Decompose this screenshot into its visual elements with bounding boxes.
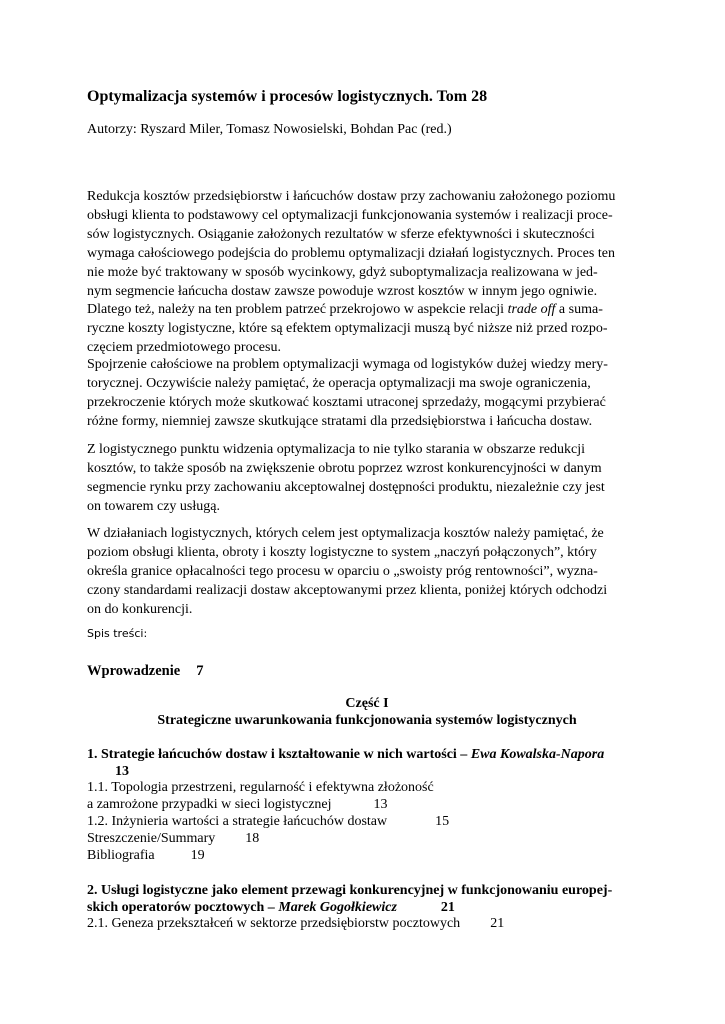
chapter-1-title: 1. Strategie łańcuchów dostaw i kształtowanie w nich wartości – — [87, 747, 471, 762]
paragraph-3 — [87, 441, 647, 517]
chapter-1-page: 13 — [115, 764, 129, 779]
toc-entry-2-1 — [87, 916, 504, 932]
paragraph-4 — [87, 525, 647, 620]
toc-entry-page: 15 — [435, 814, 450, 829]
paragraph-line: różne formy, niemniej zawsze skutkujące stratami dla przedsiębiorstwa i łańcucha dostaw. — [87, 413, 593, 429]
paragraph-line: Z logistycznego punktu widzenia optymalizacja to nie tylko starania w obszarze redukcji — [87, 442, 585, 457]
document-title: Optymalizacja systemów i procesów logistycznych. Tom 28 — [87, 88, 488, 105]
toc-entry-page: 13 — [373, 797, 388, 812]
paragraph-line: Spojrzenie całościowe na problem optymalizacji wymaga od logistyków dużej wiedzy mery- — [87, 357, 608, 372]
paragraph-line: poziom obsługi klienta, obroty i koszty logistyczne to system „naczyń połączonych”, który — [87, 544, 597, 560]
paragraph-line: nie może być traktowany w sposób wycinkowy, gdyż suboptymalizacja realizowana w jed- — [87, 264, 598, 280]
paragraph-line: wymaga całościowego podejścia do problemu optymalizacji działań logistycznych. Proces ten — [87, 245, 615, 261]
toc-label: Spis treści: — [87, 627, 148, 640]
paragraph-line: on towarem czy usługą. — [87, 498, 220, 514]
toc-entry-label: Streszczenie/Summary — [87, 831, 216, 846]
paragraph-line: on do konkurencji. — [87, 601, 193, 617]
toc-intro-label: Wprowadzenie — [87, 663, 181, 679]
paragraph-2 — [87, 356, 647, 432]
toc-entry-label: 2.1. Geneza przekształceń w sektorze przedsiębiorstw pocztowych — [87, 916, 461, 931]
toc-entry-1-1-cont — [87, 797, 388, 813]
paragraph-line: segmencie rynku przy zachowaniu akceptowalnej dostępności produktu, niezależnie czy jest — [87, 479, 605, 495]
toc-entry-label: Bibliografia — [87, 848, 155, 863]
toc-entry-label: a zamrożone przypadki w sieci logistycznej — [87, 797, 332, 812]
toc-entry-page: 18 — [245, 831, 260, 846]
toc-entry-label: 1.2. Inżynieria wartości a strategie łańcuchów dostaw — [87, 814, 388, 829]
paragraph-line: czony standardami realizacji dostaw akceptowanymi przez klienta, poniżej których odchodzi — [87, 582, 608, 598]
chapter-2-page: 21 — [440, 900, 455, 915]
document-authors: Autorzy: Ryszard Miler, Tomasz Nowosielski, Bohdan Pac (red.) — [87, 122, 452, 137]
paragraph-line: torycznej. Oczywiście należy pamiętać, że operacja optymalizacji ma swoje ograniczenia, — [87, 375, 591, 391]
paragraph-line-end: a suma- — [555, 302, 603, 318]
toc-entry-1-1: 1.1. Topologia przestrzeni, regularność i efektywna złożoność — [87, 780, 434, 795]
paragraph-line: Redukcja kosztów przedsiębiorstw i łańcuchów dostaw przy zachowaniu założonego poziomu — [87, 189, 616, 204]
chapter-2-title: skich operatorów pocztowych – — [87, 900, 279, 915]
chapter-1-heading — [87, 746, 647, 780]
paragraph-line: częciem przedmiotowego procesu. — [87, 340, 281, 356]
toc-entry-bibliography — [87, 848, 205, 864]
chapter-1-title-line — [87, 746, 647, 763]
paragraph-line: przekroczenie których może skutkować kosztami utraconej sprzedaży, mogącymi przybierać — [87, 394, 606, 410]
chapter-2-title-line-1: 2. Usługi logistyczne jako element przewagi konkurencyjnej w funkcjonowaniu europej- — [87, 883, 613, 898]
paragraph-line: nym segmencie łańcucha dostaw zawsze powoduje wzrost kosztów w innym jego ogniwie. — [87, 283, 598, 299]
paragraph-line: obsługi klienta to podstawowy cel optymalizacji funkcjonowania systemów i realizacji proce- — [87, 207, 613, 223]
part-title: Strategiczne uwarunkowania funkcjonowania systemów logistycznych — [157, 713, 577, 728]
toc-entry-1-2 — [87, 814, 449, 830]
paragraph-1 — [87, 188, 647, 358]
toc-intro-page: 7 — [196, 663, 204, 679]
toc-entry-page: 21 — [490, 916, 505, 931]
paragraph-line: określa granice opłacalności tego procesu w oparciu o „swoisty próg rentowności”, wyzna- — [87, 563, 598, 579]
toc-intro — [87, 663, 203, 680]
toc-entry-summary — [87, 831, 259, 847]
part-number: Część I — [345, 696, 389, 711]
chapter-1-author: Ewa Kowalska-Napora — [470, 747, 605, 762]
paragraph-line-with-emphasis — [87, 301, 647, 320]
chapter-2-heading — [87, 882, 647, 916]
chapter-2-author: Marek Gogołkiewicz — [278, 900, 397, 915]
chapter-2-title-line-2 — [87, 899, 647, 916]
paragraph-line: sów logistycznych. Osiąganie założonych rezultatów w sferze efektywności i skuteczności — [87, 226, 595, 242]
paragraph-line: ryczne koszty logistyczne, które są efektem optymalizacji muszą być niższe niż przed rozpo- — [87, 321, 608, 337]
paragraph-line: kosztów, to także sposób na zwiększenie obrotu poprzez wzrost konkurencyjności w danym — [87, 460, 602, 476]
toc-entry-page: 19 — [190, 848, 205, 863]
paragraph-line-start: Dlatego też, należy na ten problem patrzeć przekrojowo w aspekcie relacji — [87, 302, 508, 318]
paragraph-line: W działaniach logistycznych, których celem jest optymalizacja kosztów należy pamiętać, że — [87, 526, 604, 541]
emphasis-term: trade off — [507, 302, 556, 318]
